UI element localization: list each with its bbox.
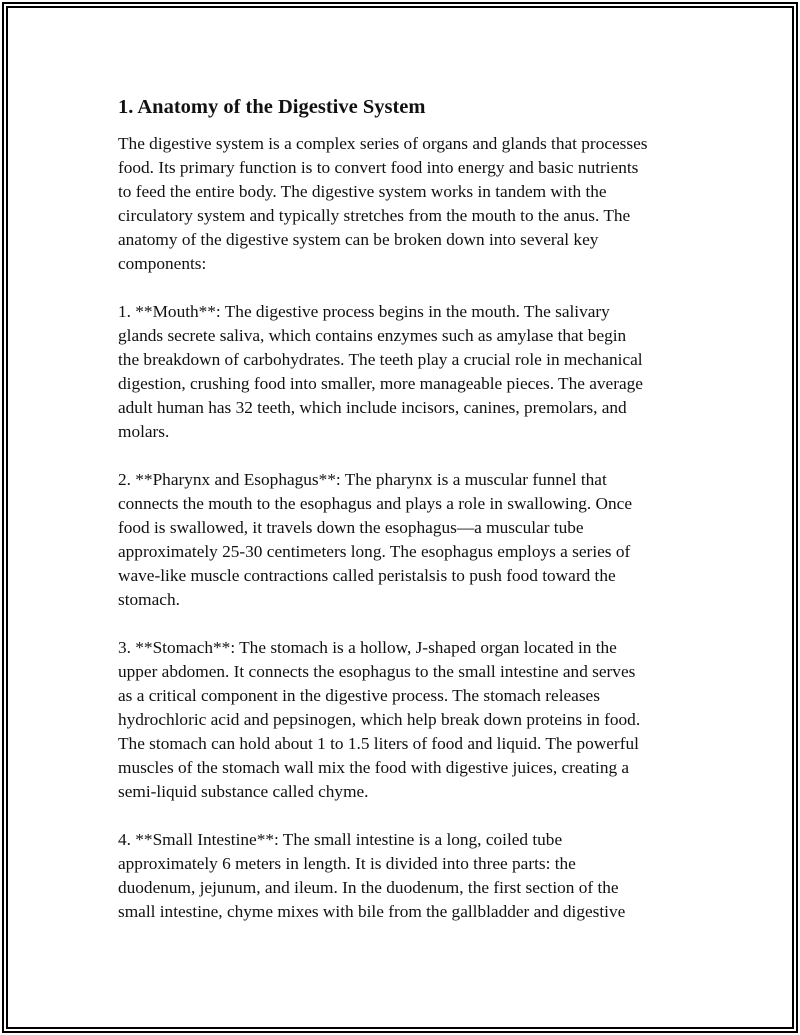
text-line: semi-liquid substance called chyme. — [118, 782, 369, 801]
paragraph — [118, 828, 693, 924]
text-line: small intestine, chyme mixes with bile from the gallbladder and digestive — [118, 902, 626, 921]
paragraph-list — [118, 132, 693, 924]
text-line: the breakdown of carbohydrates. The teeth play a crucial role in mechanical — [118, 350, 643, 369]
text-line: approximately 25-30 centimeters long. The esophagus employs a series of — [118, 542, 631, 561]
text-line: wave-like muscle contractions called peristalsis to push food toward the — [118, 566, 616, 585]
paragraph — [118, 300, 693, 444]
text-line: The stomach can hold about 1 to 1.5 liters of food and liquid. The powerful — [118, 734, 639, 753]
text-line: 2. **Pharynx and Esophagus**: The pharynx is a muscular funnel that — [118, 470, 607, 489]
text-line: adult human has 32 teeth, which include incisors, canines, premolars, and — [118, 398, 627, 417]
text-line: food is swallowed, it travels down the esophagus—a muscular tube — [118, 518, 584, 537]
text-line: connects the mouth to the esophagus and plays a role in swallowing. Once — [118, 494, 632, 513]
text-line: 4. **Small Intestine**: The small intestine is a long, coiled tube — [118, 830, 563, 849]
paragraph — [118, 636, 693, 804]
text-line: stomach. — [118, 590, 180, 609]
text-line: food. Its primary function is to convert food into energy and basic nutrients — [118, 158, 639, 177]
paragraph — [118, 468, 693, 612]
text-line: hydrochloric acid and pepsinogen, which help break down proteins in food. — [118, 710, 641, 729]
text-line: upper abdomen. It connects the esophagus to the small intestine and serves — [118, 662, 636, 681]
text-line: anatomy of the digestive system can be broken down into several key — [118, 230, 599, 249]
text-line: muscles of the stomach wall mix the food with digestive juices, creating a — [118, 758, 630, 777]
text-line: glands secrete saliva, which contains enzymes such as amylase that begin — [118, 326, 627, 345]
text-line: digestion, crushing food into smaller, more manageable pieces. The average — [118, 374, 643, 393]
text-line: circulatory system and typically stretches from the mouth to the anus. The — [118, 206, 631, 225]
text-line: as a critical component in the digestive process. The stomach releases — [118, 686, 600, 705]
text-line: approximately 6 meters in length. It is divided into three parts: the — [118, 854, 576, 873]
text-line: The digestive system is a complex series of organs and glands that processes — [118, 134, 648, 153]
text-line: duodenum, jejunum, and ileum. In the duodenum, the first section of the — [118, 878, 619, 897]
paragraph — [118, 132, 693, 276]
text-line: 3. **Stomach**: The stomach is a hollow, J-shaped organ located in the — [118, 638, 617, 657]
section-heading: 1. Anatomy of the Digestive System — [118, 96, 426, 118]
text-line: to feed the entire body. The digestive system works in tandem with the — [118, 182, 607, 201]
text-line: components: — [118, 254, 207, 273]
text-line: molars. — [118, 422, 170, 441]
text-line: 1. **Mouth**: The digestive process begins in the mouth. The salivary — [118, 302, 610, 321]
document-body — [118, 94, 693, 948]
